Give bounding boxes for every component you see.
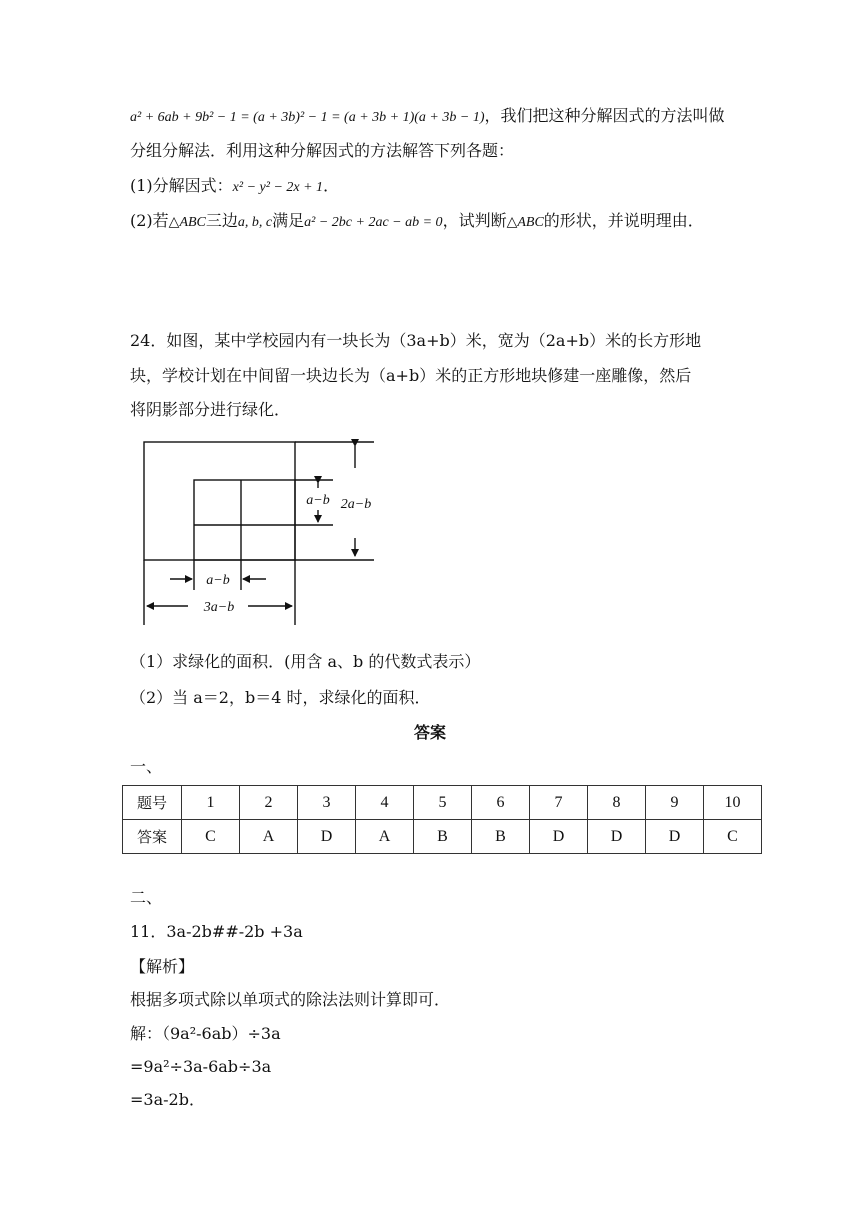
q23-formula-tail: ，我们把这种分解因式的方法叫做 bbox=[484, 106, 725, 125]
solution-line-1: 解：（9a²-6ab）÷3a bbox=[130, 1024, 281, 1043]
answer-choice: D bbox=[588, 820, 646, 854]
label-total-height: 2a−b bbox=[340, 497, 372, 512]
question-number: 8 bbox=[588, 786, 646, 820]
q24-part2: （2）当 a＝2，b＝4 时，求绿化的面积． bbox=[130, 688, 431, 707]
solution-line-3: =3a-2b． bbox=[130, 1090, 205, 1109]
section-one-label: 一、 bbox=[130, 757, 163, 776]
outer-rectangle bbox=[144, 442, 295, 560]
q23-line2: 分组分解法．利用这种分解因式的方法解答下列各题： bbox=[130, 141, 515, 160]
q23-part2-judge: ，试判断 bbox=[442, 211, 507, 230]
q24-figure bbox=[138, 438, 378, 628]
q23-factoring-formula: a² + 6ab + 9b² − 1 = (a + 3b)² − 1 = (a + 3b + 1)(a + 3b − 1) bbox=[130, 110, 485, 125]
q23-part2-prefix: (2)若 bbox=[130, 211, 169, 230]
q23-part1 bbox=[130, 176, 339, 198]
question-number: 5 bbox=[414, 786, 472, 820]
q24-line2: 块，学校计划在中间留一块边长为（a+b）米的正方形地块修建一座雕像，然后 bbox=[130, 366, 692, 385]
label-inner-width: a−b bbox=[206, 573, 230, 588]
q23-part2-suffix: 的形状，并说明理由． bbox=[543, 211, 704, 230]
solution-line-2: =9a²÷3a-6ab÷3a bbox=[130, 1057, 272, 1076]
question-number: 10 bbox=[704, 786, 762, 820]
question-number: 1 bbox=[182, 786, 240, 820]
q24-part1: （1）求绿化的面积．(用含 a、b 的代数式表示） bbox=[130, 652, 481, 671]
analysis-label: 【解析】 bbox=[130, 957, 195, 976]
table-row bbox=[123, 786, 762, 820]
answer-choice: B bbox=[414, 820, 472, 854]
answer-choice: A bbox=[356, 820, 414, 854]
q23-part2-satisfy: 满足 bbox=[272, 211, 305, 230]
q23-part1-label: (1)分解因式： bbox=[130, 176, 233, 195]
answer-heading: 答案 bbox=[413, 723, 446, 742]
label-inner-height: a−b bbox=[306, 493, 330, 508]
question-number: 4 bbox=[356, 786, 414, 820]
inner-l-region bbox=[194, 480, 295, 560]
question-number: 7 bbox=[530, 786, 588, 820]
answer-choice: A bbox=[240, 820, 298, 854]
q23-part1-expr: x² − y² − 2x + 1 bbox=[232, 180, 324, 195]
question-number: 3 bbox=[298, 786, 356, 820]
table-row bbox=[123, 820, 762, 854]
q24-line1: 24．如图，某中学校园内有一块长为（3a+b）米，宽为（2a+b）米的长方形地 bbox=[130, 331, 702, 350]
answer-choice: C bbox=[182, 820, 240, 854]
answer-choice: B bbox=[472, 820, 530, 854]
answer-choice: D bbox=[298, 820, 356, 854]
answer-choice: D bbox=[646, 820, 704, 854]
q23-part2 bbox=[130, 211, 704, 233]
q23-part1-end: ． bbox=[323, 176, 340, 195]
question-number: 2 bbox=[240, 786, 298, 820]
section-two-label: 二、 bbox=[130, 888, 163, 907]
row-label-answer: 答案 bbox=[123, 820, 182, 854]
question-number: 9 bbox=[646, 786, 704, 820]
row-label-question: 题号 bbox=[123, 786, 182, 820]
q23-formula-line bbox=[130, 106, 725, 128]
label-total-width: 3a−b bbox=[203, 600, 235, 615]
q23-part2-sides-label: 三边 bbox=[205, 211, 238, 230]
analysis-text: 根据多项式除以单项式的除法法则计算即可． bbox=[130, 990, 451, 1009]
q23-condition-equation: a² − 2bc + 2ac − ab = 0 bbox=[304, 215, 443, 230]
q11-answer: 11．3a-2b##-2b +3a bbox=[130, 922, 303, 941]
q23-side-vars: a, b, c bbox=[237, 215, 273, 230]
answer-choice: D bbox=[530, 820, 588, 854]
question-number: 6 bbox=[472, 786, 530, 820]
answer-table bbox=[122, 785, 762, 854]
answer-choice: C bbox=[704, 820, 762, 854]
q24-line3: 将阴影部分进行绿化． bbox=[130, 400, 291, 419]
q23-triangle-name: △ABC bbox=[168, 215, 206, 230]
q23-triangle-name-2: △ABC bbox=[506, 215, 544, 230]
